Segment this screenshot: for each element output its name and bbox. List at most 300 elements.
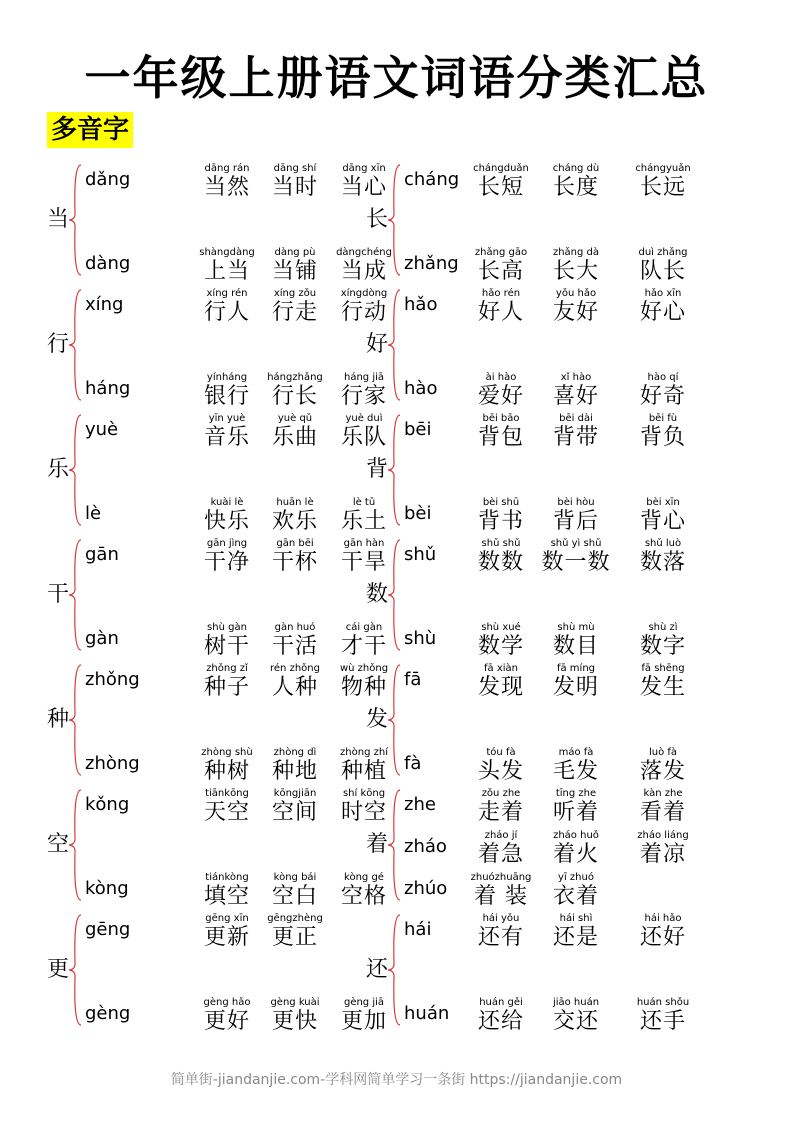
reading-row <box>366 872 706 912</box>
word-pinyin: huán shǒu <box>636 997 690 1008</box>
word-text: 更快 <box>271 1009 318 1034</box>
word-text: 树干 <box>203 634 250 659</box>
word-text: 种地 <box>271 759 318 784</box>
word-pinyin: hào qí <box>647 372 679 383</box>
word-item <box>461 830 541 868</box>
word-pinyin: bèi xīn <box>646 497 680 508</box>
reading-row <box>366 288 706 328</box>
reading-pinyin: dǎng <box>85 169 131 190</box>
word-text: 走着 <box>477 800 524 825</box>
word-pinyin: zhòng zhí <box>340 747 388 758</box>
word-text: 背心 <box>639 509 686 534</box>
word-item <box>623 538 703 576</box>
word-text: 还好 <box>639 925 686 950</box>
word-item <box>255 872 335 910</box>
polyphone-char: 当 <box>47 207 70 232</box>
polyphone-char: 乐 <box>47 457 70 482</box>
reading-row <box>47 497 387 537</box>
word-text: 空格 <box>340 884 387 909</box>
word-item <box>623 413 703 451</box>
word-text: 音乐 <box>203 425 250 450</box>
word-item <box>536 497 616 535</box>
word-text: 着 装 <box>474 884 528 909</box>
word-text: 听着 <box>552 800 599 825</box>
word-text: 乐曲 <box>271 425 318 450</box>
word-text: 天空 <box>203 800 250 825</box>
reading-pinyin: shù <box>404 628 437 649</box>
word-text: 发明 <box>552 675 599 700</box>
word-pinyin: zháo liáng <box>637 830 689 841</box>
word-pinyin: zǒu zhe <box>481 788 521 799</box>
reading-pinyin: hái <box>404 919 432 940</box>
polyphone-group <box>366 288 706 413</box>
reading-row <box>366 788 706 828</box>
reading-pinyin: hǎo <box>404 294 438 315</box>
word-pinyin: ài hào <box>485 372 517 383</box>
word-item <box>461 997 541 1035</box>
word-item <box>623 288 703 326</box>
reading-row <box>366 372 706 412</box>
word-item <box>461 247 541 285</box>
word-pinyin: kòng bái <box>273 872 317 883</box>
word-item <box>255 372 335 410</box>
polyphone-group <box>366 413 706 538</box>
word-item <box>461 372 541 410</box>
word-text: 更加 <box>340 1009 387 1034</box>
polyphone-char: 数 <box>366 582 389 607</box>
reading-pinyin: lè <box>85 503 102 524</box>
polyphone-char: 好 <box>366 332 389 357</box>
word-item <box>255 663 335 701</box>
word-pinyin: zhǎng dà <box>552 247 600 258</box>
word-text: 背包 <box>477 425 524 450</box>
word-item <box>255 538 335 576</box>
reading-row <box>47 538 387 578</box>
word-item <box>255 497 335 535</box>
polyphone-char: 着 <box>366 832 389 857</box>
word-item <box>536 372 616 410</box>
reading-row <box>47 663 387 703</box>
word-pinyin: rén zhǒng <box>270 663 320 674</box>
word-pinyin: dāng xīn <box>342 163 386 174</box>
word-pinyin: xǐ hào <box>560 372 592 383</box>
word-text: 发生 <box>639 675 686 700</box>
footer-text: 简单街-jiandanjie.com-学科网简单学习一条街 https://jiandanjie.com <box>170 1072 623 1088</box>
word-item <box>536 830 616 868</box>
word-text: 干旱 <box>340 550 387 575</box>
reading-row <box>366 413 706 453</box>
word-item <box>623 247 703 285</box>
word-pinyin: dàng pù <box>274 247 316 258</box>
word-pinyin: chángyuǎn <box>635 163 691 174</box>
reading-row <box>47 872 387 912</box>
word-pinyin: háng jiā <box>343 372 384 383</box>
word-item <box>255 288 335 326</box>
word-text: 爱好 <box>477 384 524 409</box>
word-pinyin: kàn zhe <box>643 788 683 799</box>
word-item <box>461 622 541 660</box>
word-text: 银行 <box>203 384 250 409</box>
word-pinyin: gèng hǎo <box>203 997 251 1008</box>
polyphone-group <box>47 163 392 288</box>
polyphone-group <box>47 538 387 663</box>
word-pinyin: shù zì <box>648 622 678 633</box>
polyphone-group <box>47 288 387 413</box>
word-text: 种植 <box>340 759 387 784</box>
word-text: 长高 <box>477 259 524 284</box>
word-text: 长短 <box>477 175 524 200</box>
word-pinyin: lè tǔ <box>352 497 376 508</box>
reading-pinyin: gàn <box>85 628 119 649</box>
word-text: 毛发 <box>552 759 599 784</box>
word-pinyin: tiānkōng <box>205 788 249 799</box>
word-text: 长大 <box>552 259 599 284</box>
word-text: 友好 <box>552 300 599 325</box>
word-text: 数数 <box>477 550 524 575</box>
word-text: 着火 <box>552 842 599 867</box>
word-pinyin: bēi fù <box>648 413 678 424</box>
reading-row <box>366 538 706 578</box>
word-item <box>255 913 335 951</box>
word-item <box>536 663 616 701</box>
word-pinyin: gèng jiā <box>343 997 385 1008</box>
word-text: 长远 <box>639 175 686 200</box>
polyphone-group <box>47 788 387 913</box>
word-pinyin: yuè qǔ <box>277 413 313 424</box>
polyphone-char: 背 <box>366 457 389 482</box>
word-item <box>536 872 616 910</box>
reading-row <box>47 747 387 787</box>
word-pinyin: yǒu hǎo <box>555 288 597 299</box>
word-pinyin: dāng rán <box>204 163 250 174</box>
word-pinyin: luò fà <box>648 747 678 758</box>
word-item <box>536 288 616 326</box>
reading-pinyin: gān <box>85 544 119 565</box>
word-text: 更正 <box>271 925 318 950</box>
reading-row <box>47 788 387 828</box>
word-text: 背书 <box>477 509 524 534</box>
polyphone-group <box>47 413 387 538</box>
word-text: 长度 <box>552 175 599 200</box>
word-item <box>461 872 541 910</box>
word-text: 上当 <box>203 259 250 284</box>
word-item <box>623 497 703 535</box>
word-item <box>623 747 703 785</box>
reading-pinyin: kǒng <box>85 794 130 815</box>
reading-pinyin: hào <box>404 378 438 399</box>
polyphone-char: 还 <box>366 957 389 982</box>
word-pinyin: gàn huó <box>274 622 316 633</box>
polyphone-group <box>47 913 387 1038</box>
word-text: 才干 <box>340 634 387 659</box>
word-text: 当然 <box>203 175 250 200</box>
word-pinyin: hǎo rén <box>481 288 521 299</box>
word-text: 物种 <box>340 675 387 700</box>
word-pinyin: zháo jí <box>484 830 518 841</box>
word-text: 发现 <box>477 675 524 700</box>
word-text: 乐土 <box>340 509 387 534</box>
word-text: 背后 <box>552 509 599 534</box>
reading-pinyin: cháng <box>404 169 460 190</box>
word-pinyin: chángduǎn <box>473 163 529 174</box>
word-text: 更新 <box>203 925 250 950</box>
word-pinyin: shù gàn <box>207 622 247 633</box>
word-item <box>536 622 616 660</box>
word-pinyin: hái shì <box>559 913 593 924</box>
word-text: 当时 <box>271 175 318 200</box>
word-text: 看着 <box>639 800 686 825</box>
word-pinyin: shǔ yì shǔ <box>550 538 602 549</box>
word-item <box>623 997 703 1035</box>
reading-row <box>366 830 706 870</box>
word-pinyin: huán gěi <box>479 997 523 1008</box>
word-pinyin: wù zhǒng <box>339 663 389 674</box>
word-pinyin: zhǎng gāo <box>474 247 528 258</box>
word-pinyin: hái hǎo <box>644 913 682 924</box>
word-item <box>461 413 541 451</box>
word-text: 还手 <box>639 1009 686 1034</box>
word-text: 数字 <box>639 634 686 659</box>
polyphone-group <box>366 788 706 913</box>
word-text: 干杯 <box>271 550 318 575</box>
word-pinyin: zhòng dì <box>273 747 317 758</box>
word-text: 时空 <box>340 800 387 825</box>
word-pinyin: zháo huǒ <box>553 830 599 841</box>
reading-row <box>47 288 387 328</box>
word-text: 当铺 <box>271 259 318 284</box>
word-pinyin: fā míng <box>556 663 596 674</box>
word-item <box>255 747 335 785</box>
word-item <box>461 663 541 701</box>
word-item <box>461 538 541 576</box>
word-pinyin: hángzhǎng <box>267 372 323 383</box>
word-pinyin: xíngdòng <box>340 288 388 299</box>
word-item <box>461 788 541 826</box>
word-text: 当心 <box>340 175 387 200</box>
word-text: 好奇 <box>639 384 686 409</box>
polyphone-group <box>366 538 706 663</box>
word-item <box>623 622 703 660</box>
word-item <box>623 163 703 201</box>
word-pinyin: shí kōng <box>342 788 386 799</box>
reading-row <box>366 997 706 1037</box>
word-item <box>461 163 541 201</box>
reading-row <box>366 663 706 703</box>
word-pinyin: bèi shū <box>482 497 520 508</box>
word-text: 更好 <box>203 1009 250 1034</box>
word-pinyin: bēi dài <box>559 413 593 424</box>
reading-pinyin: huán <box>404 1003 450 1024</box>
word-pinyin: bēi bāo <box>482 413 520 424</box>
word-text: 数学 <box>477 634 524 659</box>
section-label: 多音字 <box>47 112 133 148</box>
word-pinyin: fā xiàn <box>484 663 518 674</box>
word-text: 好心 <box>639 300 686 325</box>
word-text: 着凉 <box>639 842 686 867</box>
word-pinyin: jiāo huán <box>552 997 600 1008</box>
word-pinyin: dāng shí <box>273 163 317 174</box>
word-pinyin: xíng rén <box>206 288 248 299</box>
word-pinyin: huān lè <box>276 497 314 508</box>
reading-row <box>366 247 706 287</box>
word-pinyin: shù mù <box>557 622 595 633</box>
reading-pinyin: bèi <box>404 503 432 524</box>
reading-pinyin: fā <box>404 669 422 690</box>
word-item <box>255 413 335 451</box>
word-text: 乐队 <box>340 425 387 450</box>
word-text: 人种 <box>271 675 318 700</box>
reading-pinyin: kòng <box>85 878 129 899</box>
reading-row <box>47 622 387 662</box>
word-pinyin: tóu fà <box>486 747 516 758</box>
word-pinyin: zhǒng zǐ <box>206 663 248 674</box>
polyphone-group <box>366 913 706 1038</box>
word-pinyin: cái gàn <box>345 622 383 633</box>
reading-row <box>366 497 706 537</box>
word-item <box>255 997 335 1035</box>
word-item <box>623 913 703 951</box>
word-text: 好人 <box>477 300 524 325</box>
polyphone-char: 种 <box>47 707 70 732</box>
reading-pinyin: fà <box>404 753 422 774</box>
word-item <box>461 288 541 326</box>
word-pinyin: dàngchéng <box>336 247 392 258</box>
word-text: 干活 <box>271 634 318 659</box>
reading-pinyin: zhǎng <box>404 253 459 274</box>
word-text: 行家 <box>340 384 387 409</box>
polyphone-group <box>47 663 387 788</box>
word-item <box>536 538 616 576</box>
word-text: 队长 <box>639 259 686 284</box>
reading-pinyin: zhúo <box>404 878 448 899</box>
word-pinyin: shàngdàng <box>199 247 255 258</box>
word-pinyin: zhuózhuāng <box>470 872 532 883</box>
word-pinyin: tiánkòng <box>205 872 249 883</box>
word-text: 着急 <box>477 842 524 867</box>
polyphone-char: 空 <box>47 832 70 857</box>
word-item <box>623 830 703 868</box>
word-text: 背带 <box>552 425 599 450</box>
polyphone-char: 干 <box>47 582 70 607</box>
word-pinyin: tīng zhe <box>555 788 597 799</box>
reading-row <box>366 747 706 787</box>
word-pinyin: gān bēi <box>276 538 314 549</box>
reading-pinyin: zháo <box>404 836 447 857</box>
reading-row <box>366 913 706 953</box>
word-pinyin: bèi hòu <box>557 497 595 508</box>
word-text: 还给 <box>477 1009 524 1034</box>
reading-row <box>47 247 392 287</box>
word-pinyin: kòng gé <box>344 872 384 883</box>
reading-pinyin: yuè <box>85 419 119 440</box>
reading-row <box>366 622 706 662</box>
word-text: 干净 <box>203 550 250 575</box>
word-item <box>255 622 335 660</box>
word-pinyin: shù xué <box>481 622 521 633</box>
word-item <box>536 913 616 951</box>
word-pinyin: máo fà <box>558 747 594 758</box>
word-pinyin: hǎo xīn <box>644 288 682 299</box>
word-text: 行长 <box>271 384 318 409</box>
word-item <box>623 663 703 701</box>
word-pinyin: zhòng shù <box>201 747 253 758</box>
word-text: 数落 <box>639 550 686 575</box>
word-pinyin: gān jìng <box>206 538 248 549</box>
reading-pinyin: gēng <box>85 919 131 940</box>
word-item <box>536 788 616 826</box>
word-text: 衣着 <box>552 884 599 909</box>
word-text: 空白 <box>271 884 318 909</box>
word-pinyin: yuè duì <box>345 413 383 424</box>
word-text: 数目 <box>552 634 599 659</box>
reading-pinyin: gèng <box>85 1003 131 1024</box>
word-text: 种子 <box>203 675 250 700</box>
word-text: 填空 <box>203 884 250 909</box>
reading-row <box>47 372 387 412</box>
reading-pinyin: xíng <box>85 294 124 315</box>
word-text: 还是 <box>552 925 599 950</box>
word-item <box>255 247 335 285</box>
reading-pinyin: háng <box>85 378 131 399</box>
word-item <box>536 163 616 201</box>
word-item <box>461 497 541 535</box>
word-item <box>461 913 541 951</box>
word-item <box>536 413 616 451</box>
reading-row <box>47 997 387 1037</box>
word-item <box>461 747 541 785</box>
word-text: 行人 <box>203 300 250 325</box>
reading-pinyin: zhòng <box>85 753 140 774</box>
word-pinyin: gēngzhèng <box>267 913 323 924</box>
reading-pinyin: zhe <box>404 794 436 815</box>
word-text: 种树 <box>203 759 250 784</box>
page-title: 一年级上册语文词语分类汇总 <box>84 51 709 105</box>
polyphone-char: 发 <box>366 707 389 732</box>
word-text: 背负 <box>639 425 686 450</box>
polyphone-group <box>366 663 706 788</box>
word-pinyin: kuài lè <box>210 497 244 508</box>
reading-row <box>366 163 706 203</box>
word-pinyin: yínháng <box>206 372 248 383</box>
word-text: 空间 <box>271 800 318 825</box>
word-item <box>623 788 703 826</box>
word-pinyin: hái yǒu <box>482 913 520 924</box>
word-item <box>623 372 703 410</box>
reading-pinyin: bēi <box>404 419 432 440</box>
word-pinyin: gān hàn <box>343 538 385 549</box>
word-item <box>536 247 616 285</box>
word-pinyin: yīn yuè <box>208 413 246 424</box>
word-pinyin: duì zhǎng <box>638 247 688 258</box>
word-item <box>536 997 616 1035</box>
polyphone-group <box>366 163 706 288</box>
reading-pinyin: shǔ <box>404 544 437 565</box>
word-text: 还有 <box>477 925 524 950</box>
word-text: 落发 <box>639 759 686 784</box>
word-text: 交还 <box>552 1009 599 1034</box>
polyphone-char: 长 <box>366 207 389 232</box>
reading-row <box>47 913 387 953</box>
word-text: 数一数 <box>541 550 611 575</box>
polyphone-char: 行 <box>47 332 70 357</box>
word-text: 行走 <box>271 300 318 325</box>
word-pinyin: gēng xīn <box>205 913 249 924</box>
word-pinyin: yī zhuó <box>558 872 594 883</box>
word-text: 头发 <box>477 759 524 784</box>
word-pinyin: shǔ luò <box>644 538 682 549</box>
word-text: 行动 <box>340 300 387 325</box>
word-pinyin: shǔ shǔ <box>481 538 521 549</box>
